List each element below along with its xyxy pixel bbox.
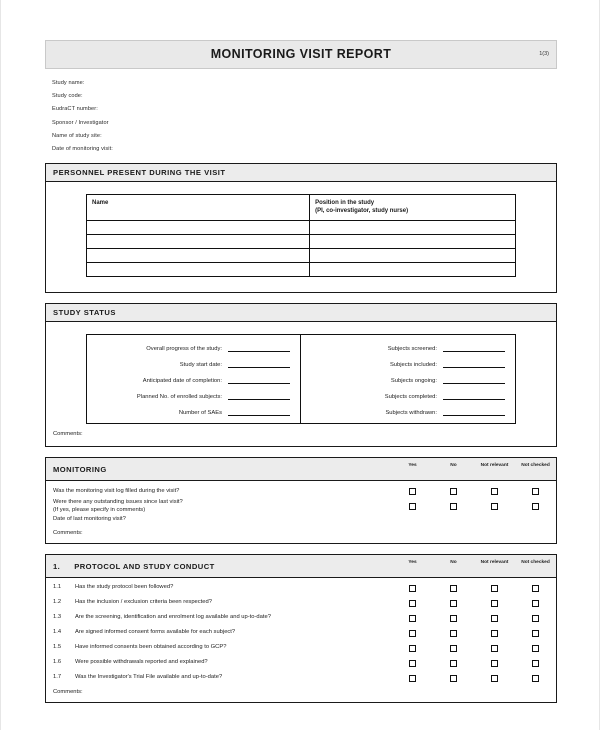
status-input-planned-subjects[interactable]	[228, 392, 290, 400]
page-number: 1(3)	[539, 51, 549, 57]
question-text: Was the Investigator's Trial File available and up-to-date?	[75, 674, 223, 681]
checkbox-cell-not-relevant[interactable]	[474, 675, 515, 682]
table-row	[46, 641, 556, 656]
table-row[interactable]	[87, 248, 516, 262]
checkbox-cell-not-checked[interactable]	[515, 600, 556, 607]
study-status-left-column	[87, 335, 301, 423]
checkbox-cell-no[interactable]	[433, 600, 474, 607]
status-label: Study start date:	[179, 361, 222, 368]
status-input-subjects-ongoing[interactable]	[443, 376, 505, 384]
report-title-bar	[45, 40, 557, 69]
study-status-body	[46, 322, 556, 446]
status-field-completion-date	[93, 375, 290, 384]
checkbox-cell-yes[interactable]	[392, 600, 433, 607]
status-field-planned-subjects	[93, 391, 290, 400]
checkbox-not-relevant[interactable]	[491, 645, 498, 652]
status-label: Subjects included:	[389, 361, 437, 368]
table-row	[46, 656, 556, 671]
checkbox-not-relevant[interactable]	[491, 660, 498, 667]
status-input-subjects-completed[interactable]	[443, 392, 505, 400]
protocol-section-number: 1.	[53, 561, 61, 571]
checkbox-yes[interactable]	[409, 503, 416, 510]
status-label: Subjects ongoing:	[390, 377, 437, 384]
checkbox-not-checked[interactable]	[532, 645, 539, 652]
question-text: Has the inclusion / exclusion criteria been respected?	[75, 599, 212, 606]
personnel-section-heading: PERSONNEL PRESENT DURING THE VISIT	[46, 164, 556, 182]
checkbox-cell-no[interactable]	[433, 675, 474, 682]
question-text: Has the study protocol been followed?	[75, 584, 174, 591]
monitoring-heading: MONITORING	[53, 464, 107, 474]
study-meta-fields	[45, 79, 557, 153]
checkbox-no[interactable]	[450, 645, 457, 652]
table-row[interactable]	[87, 234, 516, 248]
checkbox-cell-no[interactable]	[433, 630, 474, 637]
checkbox-not-relevant[interactable]	[491, 675, 498, 682]
personnel-position-cell[interactable]	[310, 262, 516, 276]
checkbox-cell-yes[interactable]	[392, 660, 433, 667]
question-text: Were there any outstanding issues since last visit?	[53, 498, 183, 505]
checkbox-cell-not-checked[interactable]	[515, 615, 556, 622]
protocol-question-1-2	[46, 599, 392, 607]
checkbox-no[interactable]	[450, 585, 457, 592]
monitoring-heading-wrap	[46, 458, 392, 480]
checkbox-no[interactable]	[450, 600, 457, 607]
table-row	[46, 484, 556, 499]
status-input-completion-date[interactable]	[228, 376, 290, 384]
study-status-section	[45, 303, 557, 447]
meta-field-study-code: Study code:	[52, 93, 83, 100]
checkbox-yes[interactable]	[409, 585, 416, 592]
status-label: Number of SAEs	[178, 409, 222, 416]
checkbox-cell-not-checked[interactable]	[515, 585, 556, 592]
personnel-name-cell[interactable]	[87, 248, 310, 262]
checkbox-cell-not-checked[interactable]	[515, 675, 556, 682]
checkbox-not-checked[interactable]	[532, 585, 539, 592]
checkbox-cell-no[interactable]	[433, 645, 474, 652]
protocol-question-1-4	[46, 629, 392, 637]
personnel-section-body	[46, 182, 556, 292]
checkbox-not-checked[interactable]	[532, 630, 539, 637]
checkbox-cell-not-checked[interactable]	[515, 488, 556, 495]
checkbox-cell-not-relevant[interactable]	[474, 615, 515, 622]
checkbox-yes[interactable]	[409, 488, 416, 495]
column-header-not-checked: Not checked	[521, 559, 550, 565]
personnel-name-cell[interactable]	[87, 262, 310, 276]
table-row	[46, 499, 556, 514]
checkbox-no[interactable]	[450, 488, 457, 495]
meta-field-study-site: Name of study site:	[52, 132, 102, 139]
personnel-name-cell[interactable]	[87, 220, 310, 234]
column-header-yes: Yes	[408, 462, 417, 468]
personnel-col-name: Name	[87, 194, 310, 220]
monitoring-last-visit-date-line[interactable]: Date of last monitoring visit?	[53, 516, 126, 523]
meta-field-study-name: Study name:	[52, 80, 85, 86]
status-field-subjects-ongoing	[307, 375, 505, 384]
status-field-start-date	[93, 359, 290, 368]
checkbox-no[interactable]	[450, 675, 457, 682]
protocol-question-1-6	[46, 659, 392, 667]
meta-field-visit-date: Date of monitoring visit:	[52, 145, 113, 152]
status-field-number-saes	[93, 407, 290, 416]
checkbox-yes[interactable]	[409, 675, 416, 682]
checkbox-cell-not-relevant[interactable]	[474, 600, 515, 607]
status-label: Planned No. of enrolled subjects:	[136, 393, 222, 400]
monitoring-comments-label[interactable]: Comments:	[53, 529, 83, 536]
status-input-subjects-screened[interactable]	[443, 344, 505, 352]
monitoring-question-1	[46, 488, 392, 496]
table-row	[46, 581, 556, 596]
status-label: Anticipated date of completion:	[142, 377, 222, 384]
checkbox-not-checked[interactable]	[532, 660, 539, 667]
question-number: 1.5	[53, 644, 62, 651]
protocol-heading-wrap	[46, 555, 392, 577]
status-input-number-saes[interactable]	[228, 408, 290, 416]
question-number: 1.7	[53, 674, 62, 681]
checkbox-cell-not-checked[interactable]	[515, 645, 556, 652]
checkbox-cell-yes[interactable]	[392, 503, 433, 510]
column-header-not-checked: Not checked	[521, 462, 550, 468]
checkbox-yes[interactable]	[409, 660, 416, 667]
status-field-subjects-screened	[307, 343, 505, 352]
personnel-table-header-row	[87, 194, 516, 220]
checkbox-cell-no[interactable]	[433, 488, 474, 495]
personnel-col-position	[310, 194, 516, 220]
status-label: Overall progress of the study:	[146, 345, 222, 352]
status-field-subjects-withdrawn	[307, 407, 505, 416]
checkbox-not-relevant[interactable]	[491, 488, 498, 495]
protocol-question-1-5	[46, 644, 392, 652]
question-number: 1.2	[53, 599, 62, 606]
checkbox-not-checked[interactable]	[532, 615, 539, 622]
monitoring-question-2	[46, 499, 392, 514]
checkbox-not-checked[interactable]	[532, 503, 539, 510]
checkbox-cell-not-relevant[interactable]	[474, 503, 515, 510]
checkbox-cell-yes[interactable]	[392, 585, 433, 592]
question-text: Are signed informed consent forms available for each subject?	[75, 629, 236, 636]
status-input-start-date[interactable]	[228, 360, 290, 368]
status-field-subjects-included	[307, 359, 505, 368]
question-number: 1.4	[53, 629, 62, 636]
checkbox-no[interactable]	[450, 615, 457, 622]
personnel-col-position-line2: (PI, co-investigator, study nurse)	[315, 207, 409, 214]
status-label: Subjects screened:	[387, 345, 437, 352]
checkbox-cell-not-relevant[interactable]	[474, 585, 515, 592]
checkbox-no[interactable]	[450, 660, 457, 667]
meta-field-eudract-number: EudraCT number:	[52, 106, 98, 113]
checkbox-cell-no[interactable]	[433, 615, 474, 622]
status-label: Subjects completed:	[384, 393, 437, 400]
checkbox-not-relevant[interactable]	[491, 600, 498, 607]
question-subtext: (If yes, please specify in comments)	[53, 506, 146, 513]
checkbox-not-checked[interactable]	[532, 488, 539, 495]
checkbox-cell-no[interactable]	[433, 503, 474, 510]
table-row	[46, 611, 556, 626]
personnel-name-cell[interactable]	[87, 234, 310, 248]
checkbox-no[interactable]	[450, 503, 457, 510]
checkbox-yes[interactable]	[409, 615, 416, 622]
personnel-section	[45, 163, 557, 293]
study-status-comments-label[interactable]: Comments:	[53, 430, 83, 437]
checkbox-cell-not-checked[interactable]	[515, 660, 556, 667]
study-status-box	[86, 334, 516, 424]
personnel-position-cell[interactable]	[310, 248, 516, 262]
checkbox-not-checked[interactable]	[532, 675, 539, 682]
page-title: MONITORING VISIT REPORT	[210, 47, 392, 61]
personnel-col-position-line1: Position in the study	[315, 199, 375, 206]
protocol-section	[45, 554, 557, 703]
checkbox-cell-no[interactable]	[433, 585, 474, 592]
status-input-subjects-withdrawn[interactable]	[443, 408, 505, 416]
checkbox-cell-yes[interactable]	[392, 645, 433, 652]
status-input-overall-progress[interactable]	[228, 344, 290, 352]
question-number: 1.1	[53, 584, 62, 591]
status-label: Subjects withdrawn:	[385, 409, 437, 416]
checkbox-cell-yes[interactable]	[392, 675, 433, 682]
checkbox-cell-not-relevant[interactable]	[474, 630, 515, 637]
checkbox-yes[interactable]	[409, 600, 416, 607]
protocol-question-1-7	[46, 674, 392, 682]
monitoring-section-header-row	[46, 458, 556, 481]
checkbox-cell-not-relevant[interactable]	[474, 660, 515, 667]
column-header-not-relevant: Not relevant	[480, 559, 509, 565]
column-header-no: No	[450, 559, 457, 565]
protocol-body	[46, 578, 556, 702]
checkbox-cell-yes[interactable]	[392, 630, 433, 637]
checkbox-yes[interactable]	[409, 645, 416, 652]
column-header-not-relevant: Not relevant	[480, 462, 509, 468]
table-row	[46, 596, 556, 611]
checkbox-not-checked[interactable]	[532, 600, 539, 607]
status-field-subjects-completed	[307, 391, 505, 400]
protocol-section-header-row	[46, 555, 556, 578]
checkbox-not-relevant[interactable]	[491, 615, 498, 622]
protocol-comments-label[interactable]: Comments:	[53, 688, 83, 695]
checkbox-yes[interactable]	[409, 630, 416, 637]
column-header-yes: Yes	[408, 559, 417, 565]
personnel-position-cell[interactable]	[310, 220, 516, 234]
status-input-subjects-included[interactable]	[443, 360, 505, 368]
checkbox-not-relevant[interactable]	[491, 585, 498, 592]
checkbox-cell-no[interactable]	[433, 660, 474, 667]
checkbox-cell-not-relevant[interactable]	[474, 488, 515, 495]
protocol-question-1-1	[46, 584, 392, 592]
checkbox-cell-yes[interactable]	[392, 488, 433, 495]
status-field-overall-progress	[93, 343, 290, 352]
question-text: Were possible withdrawals reported and explained?	[75, 659, 208, 666]
checkbox-cell-not-relevant[interactable]	[474, 645, 515, 652]
table-row	[46, 626, 556, 641]
meta-field-sponsor-investigator: Sponsor / Investigator	[52, 119, 109, 126]
question-text: Have informed consents been obtained according to GCP?	[75, 644, 227, 651]
question-number: 1.6	[53, 659, 62, 666]
checkbox-not-relevant[interactable]	[491, 630, 498, 637]
monitoring-body	[46, 481, 556, 543]
column-header-no: No	[450, 462, 457, 468]
table-row	[46, 671, 556, 686]
table-row[interactable]	[87, 220, 516, 234]
checkbox-cell-yes[interactable]	[392, 615, 433, 622]
question-text: Was the monitoring visit log filled during the visit?	[53, 487, 180, 494]
study-status-heading: STUDY STATUS	[46, 304, 556, 322]
question-text: Are the screening, identification and enrolment log available and up-to-date?	[75, 614, 271, 621]
report-sheet	[45, 40, 557, 703]
study-status-right-column	[301, 335, 515, 423]
personnel-position-cell[interactable]	[310, 234, 516, 248]
checkbox-not-relevant[interactable]	[491, 503, 498, 510]
protocol-question-1-3	[46, 614, 392, 622]
checkbox-no[interactable]	[450, 630, 457, 637]
checkbox-cell-not-checked[interactable]	[515, 630, 556, 637]
protocol-heading: PROTOCOL AND STUDY CONDUCT	[74, 561, 215, 571]
question-text-wrap	[53, 499, 392, 514]
table-row[interactable]	[87, 262, 516, 276]
checkbox-cell-not-checked[interactable]	[515, 503, 556, 510]
personnel-table	[86, 194, 516, 277]
monitoring-section	[45, 457, 557, 544]
question-number: 1.3	[53, 614, 62, 621]
